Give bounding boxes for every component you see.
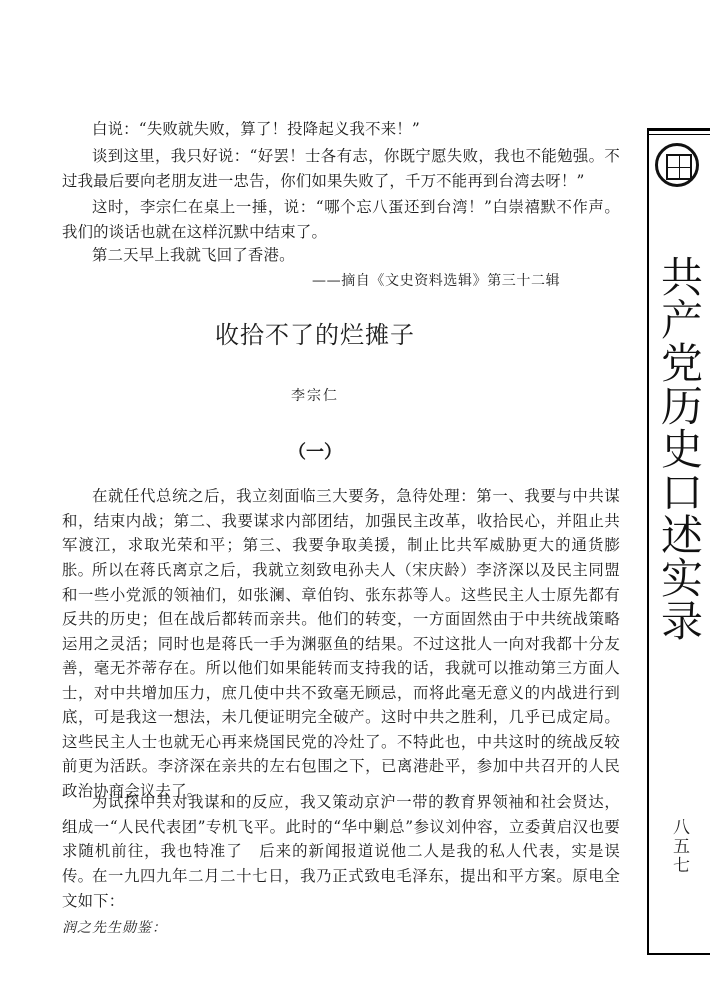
article-title: 收拾不了的烂摊子: [215, 321, 415, 349]
seal-icon: [655, 143, 699, 187]
source-citation: ——摘自《文史资料选辑》第三十二辑: [312, 273, 561, 289]
section-heading: （一）: [288, 442, 342, 463]
margin-rule-vertical: [647, 128, 649, 955]
page-number: 八五七: [669, 818, 689, 875]
paragraph: 白说：“失败就失败，算了！投降起义我不来！”: [92, 120, 420, 138]
paragraph: 谈到这里，我只好说：“好罢！士各有志，你既宁愿失败，我也不能勉强。不过我最后要向老朋友进一忠告，你们如果失败了，千万不能再到台湾去呀！”: [62, 147, 620, 190]
paragraph: 在一九四九年二月二十七日，我乃正式致电毛泽东，提出和平方案。原电全文如下：: [62, 867, 620, 910]
article-author: 李宗仁: [291, 388, 339, 404]
paragraph: 所以在蒋氏离京之后，我就立刻致电孙夫人（宋庆龄）李济深以及民主同盟和一些小党派的领袖们，如张澜、章伯钧、张东荪等人。这些民主人士原先都有反共的历史；但在战后都转而亲共。他们的转变，一方面固然由于中共统战策略运用之灵活；同时也是蒋氏一手为渊驱鱼的结果。不过这批人一向对我都十分友善，毫无芥蒂存在。所以他们如果能转而支持我的话，我就可以推动第三方面人士，对中共增加压力，庶几使中共不致毫无顾忌，而将此毫无意义的内战进行到底，可是我这一想法，未几便证明完全破产。这时中共之胜利，几乎已成定局。这些民主人士也就无心再来烧国民党的冷灶了。不特此也，中共这时的统战反较前更为活跃。李济深在亲共的左右包围之下，已离港赴平，参加中共召开的人民政治协商会议去了。: [62, 561, 620, 800]
paragraph: 在就任代总统之后，我立刻面临三大要务，急待处理：第一、我要与中共谋和，结束内战；第二、我要谋求内部团结，加强民主改革，收拾民心，并阻止共军渡江，求取光荣和平；第三、我要争取美援，制止比共军威胁更大的通货膨胀。: [62, 487, 620, 579]
book-title: 共产党历史口述实录: [655, 255, 704, 642]
letter-salutation: 润之先生勋鉴：: [62, 920, 167, 936]
margin-rule-bottom: [647, 953, 710, 955]
paragraph: 这时，李宗仁在桌上一捶，说：“哪个忘八蛋还到台湾！”白崇禧默不作声。我们的谈话也就在这样沉默中结束了。: [62, 198, 620, 241]
paragraph: 第二天早上我就飞回了香港。: [92, 246, 295, 264]
paragraph: 为试探中共对我谋和的反应，我又策动京沪一带的教育界领袖和社会贤达，组成一“人民代表团”专机飞平。此时的“华中剿总”参议刘仲容，立委黄启汉也要求随机前往，我也特准了 后来的新闻报道说他二人是我的私人代表，实是误传。: [62, 793, 620, 885]
margin-rule-top: [648, 128, 710, 131]
margin-rule-thin: [648, 134, 710, 135]
